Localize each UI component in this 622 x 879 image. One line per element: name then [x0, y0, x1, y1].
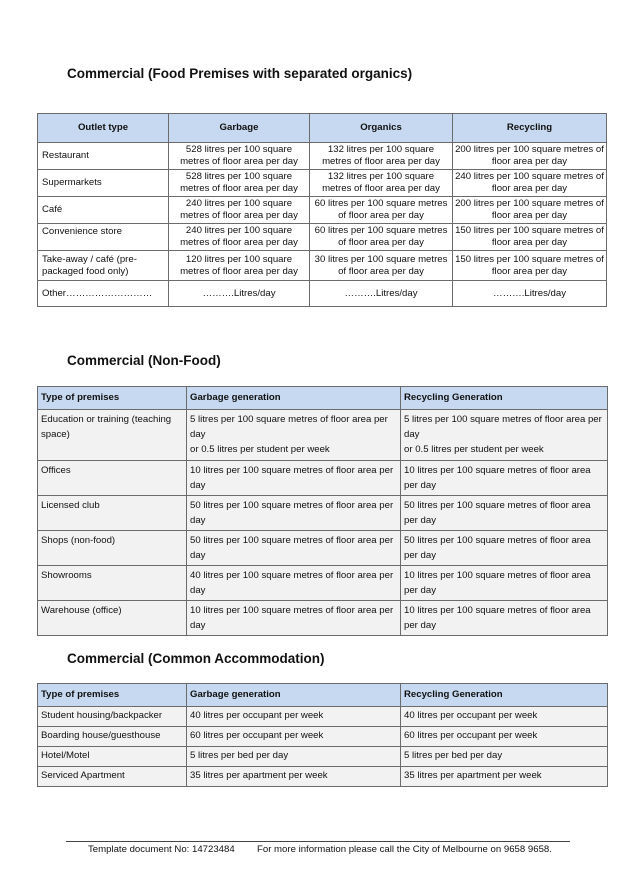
premises-type-cell: Education or training (teaching space) — [38, 410, 187, 461]
premises-type-cell: Warehouse (office) — [38, 601, 187, 636]
organics-cell: 30 litres per 100 square metres of floor area per day — [310, 251, 453, 281]
accommodation-table — [37, 683, 608, 787]
recycling-generation-cell: 10 litres per 100 square metres of floor area per day — [401, 461, 608, 496]
outlet-type-cell: Convenience store — [38, 224, 169, 251]
recycling-generation-cell: 5 litres per bed per day — [401, 747, 608, 767]
premises-type-cell: Showrooms — [38, 566, 187, 601]
premises-type-cell: Student housing/backpacker — [38, 707, 187, 727]
premises-type-cell: Hotel/Motel — [38, 747, 187, 767]
garbage-generation-cell: 60 litres per occupant per week — [187, 727, 401, 747]
table-row — [38, 143, 607, 170]
garbage-generation-cell: 50 litres per 100 square metres of floor area per day — [187, 496, 401, 531]
organics-cell: 132 litres per 100 square metres of floor area per day — [310, 170, 453, 197]
recycling-generation-cell: 35 litres per apartment per week — [401, 767, 608, 787]
table-row — [38, 224, 607, 251]
garbage-generation-cell: 40 litres per 100 square metres of floor area per day — [187, 566, 401, 601]
column-header: Type of premises — [38, 387, 187, 410]
garbage-cell: 528 litres per 100 square metres of floor area per day — [169, 143, 310, 170]
column-header: Garbage generation — [187, 387, 401, 410]
table-row — [38, 727, 608, 747]
section-title-common-accommodation: Commercial (Common Accommodation) — [67, 651, 325, 666]
garbage-generation-cell: 5 litres per 100 square metres of floor area per day or 0.5 litres per student per week — [187, 410, 401, 461]
outlet-type-cell: Supermarkets — [38, 170, 169, 197]
column-header: Recycling Generation — [401, 387, 608, 410]
table-row — [38, 251, 607, 281]
garbage-cell: 240 litres per 100 square metres of floor area per day — [169, 197, 310, 224]
column-header: Garbage generation — [187, 684, 401, 707]
organics-cell: 60 litres per 100 square metres of floor area per day — [310, 197, 453, 224]
column-header: Organics — [310, 114, 453, 143]
table-row — [38, 410, 608, 461]
premises-type-cell: Offices — [38, 461, 187, 496]
table-header-row — [38, 684, 608, 707]
table-row — [38, 707, 608, 727]
premises-type-cell: Serviced Apartment — [38, 767, 187, 787]
recycling-cell: 200 litres per 100 square metres of floor area per day — [453, 197, 607, 224]
table-row — [38, 531, 608, 566]
non-food-table — [37, 386, 608, 636]
premises-type-cell: Boarding house/guesthouse — [38, 727, 187, 747]
organics-cell: 132 litres per 100 square metres of floor area per day — [310, 143, 453, 170]
column-header: Recycling — [453, 114, 607, 143]
table-row — [38, 601, 608, 636]
garbage-generation-cell: 5 litres per bed per day — [187, 747, 401, 767]
column-header: Recycling Generation — [401, 684, 608, 707]
section-title-food-premises: Commercial (Food Premises with separated organics) — [67, 66, 413, 81]
garbage-generation-cell: 50 litres per 100 square metres of floor area per day — [187, 531, 401, 566]
recycling-cell: ……….Litres/day — [453, 281, 607, 307]
recycling-cell: 240 litres per 100 square metres of floor area per day — [453, 170, 607, 197]
recycling-generation-cell: 50 litres per 100 square metres of floor area per day — [401, 531, 608, 566]
recycling-cell: 200 litres per 100 square metres of floor area per day — [453, 143, 607, 170]
garbage-cell: 528 litres per 100 square metres of floor area per day — [169, 170, 310, 197]
recycling-generation-cell: 40 litres per occupant per week — [401, 707, 608, 727]
recycling-generation-cell: 60 litres per occupant per week — [401, 727, 608, 747]
outlet-type-cell: Café — [38, 197, 169, 224]
table-row — [38, 747, 608, 767]
column-header: Garbage — [169, 114, 310, 143]
garbage-generation-cell: 40 litres per occupant per week — [187, 707, 401, 727]
premises-type-cell: Licensed club — [38, 496, 187, 531]
outlet-type-cell: Other……………………… — [38, 281, 169, 307]
table-header-row — [38, 387, 608, 410]
table-row — [38, 496, 608, 531]
contact-information: For more information please call the City of Melbourne on 9658 9658. — [257, 844, 552, 855]
table-header-row — [38, 114, 607, 143]
garbage-cell: ……….Litres/day — [169, 281, 310, 307]
footer-divider — [66, 841, 570, 842]
garbage-generation-cell: 10 litres per 100 square metres of floor area per day — [187, 601, 401, 636]
garbage-cell: 240 litres per 100 square metres of floor area per day — [169, 224, 310, 251]
garbage-cell: 120 litres per 100 square metres of floor area per day — [169, 251, 310, 281]
table-row — [38, 170, 607, 197]
recycling-generation-cell: 5 litres per 100 square metres of floor area per day or 0.5 litres per student per week — [401, 410, 608, 461]
table-row — [38, 461, 608, 496]
recycling-generation-cell: 10 litres per 100 square metres of floor area per day — [401, 566, 608, 601]
table-row — [38, 767, 608, 787]
table-row — [38, 281, 607, 307]
table-row — [38, 566, 608, 601]
recycling-generation-cell: 10 litres per 100 square metres of floor area per day — [401, 601, 608, 636]
column-header: Outlet type — [38, 114, 169, 143]
table-row — [38, 197, 607, 224]
organics-cell: ……….Litres/day — [310, 281, 453, 307]
section-title-non-food: Commercial (Non-Food) — [67, 353, 221, 368]
column-header: Type of premises — [38, 684, 187, 707]
premises-type-cell: Shops (non-food) — [38, 531, 187, 566]
food-premises-table — [37, 113, 607, 307]
template-document-number: Template document No: 14723484 — [88, 844, 235, 855]
recycling-cell: 150 litres per 100 square metres of floor area per day — [453, 224, 607, 251]
outlet-type-cell: Restaurant — [38, 143, 169, 170]
garbage-generation-cell: 10 litres per 100 square metres of floor area per day — [187, 461, 401, 496]
outlet-type-cell: Take-away / café (pre-packaged food only) — [38, 251, 169, 281]
organics-cell: 60 litres per 100 square metres of floor area per day — [310, 224, 453, 251]
recycling-cell: 150 litres per 100 square metres of floor area per day — [453, 251, 607, 281]
recycling-generation-cell: 50 litres per 100 square metres of floor area per day — [401, 496, 608, 531]
garbage-generation-cell: 35 litres per apartment per week — [187, 767, 401, 787]
